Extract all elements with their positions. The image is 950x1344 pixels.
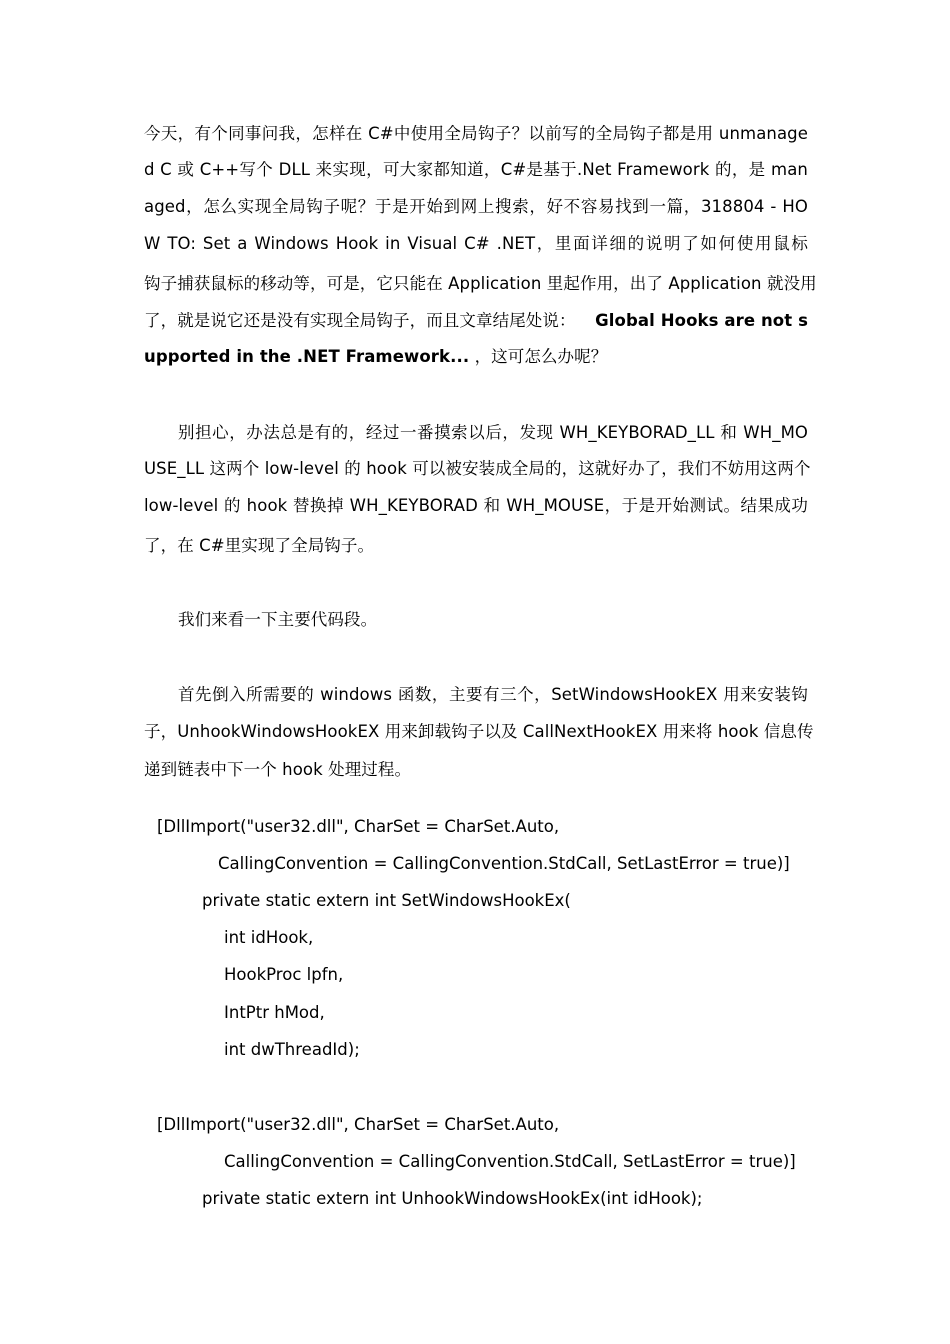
code-line-2: CallingConvention = CallingConvention.StdCall, SetLastError = true)] [218,854,790,873]
paragraph-1-line-6 [144,310,808,332]
paragraph-4-line-1: 首先倒入所需要的 windows 函数，主要有三个，SetWindowsHookEX 用来安装钩 [178,685,808,704]
code-line-6: IntPtr hMod, [224,1003,325,1022]
paragraph-1-line-7-text: ，这可怎么办呢？ [474,347,608,366]
paragraph-4-line-3: 递到链表中下一个 hook 处理过程。 [144,760,412,779]
bold-quote-part-2: upported in the .NET Framework... [144,347,470,366]
paragraph-2-line-1: 别担心，办法总是有的，经过一番摸索以后，发现 WH_KEYBORAD_LL 和 WH_MO [178,423,808,442]
paragraph-1-line-4: W TO: Set a Windows Hook in Visual C# .NET，里面详细的说明了如何使用鼠标 [144,234,808,253]
paragraph-2-line-2: USE_LL 这两个 low-level 的 hook 可以被安装成全局的，这就好办了，我们不妨用这两个 [144,459,811,478]
paragraph-1-line-2: d C 或 C++写个 DLL 来实现，可大家都知道，C#是基于.Net Framework 的，是 man [144,160,808,179]
paragraph-1-line-7 [144,346,607,368]
code-line-7: int dwThreadId); [224,1040,360,1059]
paragraph-2-line-4: 了，在 C#里实现了全局钩子。 [144,536,375,555]
code-line-10: private static extern int UnhookWindowsHookEx(int idHook); [202,1189,703,1208]
paragraph-1-line-6-text: 了，就是说它还是没有实现全局钩子，而且文章结尾处说： [144,311,576,330]
code-line-8: [DllImport("user32.dll", CharSet = CharSet.Auto, [157,1115,560,1134]
paragraph-2-line-3: low-level 的 hook 替换掉 WH_KEYBORAD 和 WH_MOUSE，于是开始测试。结果成功 [144,496,808,515]
code-line-3: private static extern int SetWindowsHookEx( [202,891,571,910]
code-line-5: HookProc lpfn, [224,965,344,984]
paragraph-3-line-1: 我们来看一下主要代码段。 [178,610,378,629]
paragraph-1-line-1: 今天，有个同事问我，怎样在 C#中使用全局钩子？以前写的全局钩子都是用 unmanage [144,124,808,143]
code-line-9: CallingConvention = CallingConvention.StdCall, SetLastError = true)] [224,1152,796,1171]
code-line-1: [DllImport("user32.dll", CharSet = CharSet.Auto, [157,817,560,836]
paragraph-1-line-5: 钩子捕获鼠标的移动等，可是，它只能在 Application 里起作用，出了 Application 就没用 [144,274,817,293]
bold-quote-part-1: Global Hooks are not s [595,311,808,330]
paragraph-1-line-3: aged，怎么实现全局钩子呢？于是开始到网上搜索，好不容易找到一篇，318804 - HO [144,197,808,216]
code-line-4: int idHook, [224,928,314,947]
paragraph-4-line-2: 子，UnhookWindowsHookEX 用来卸载钩子以及 CallNextHookEX 用来将 hook 信息传 [144,722,814,741]
